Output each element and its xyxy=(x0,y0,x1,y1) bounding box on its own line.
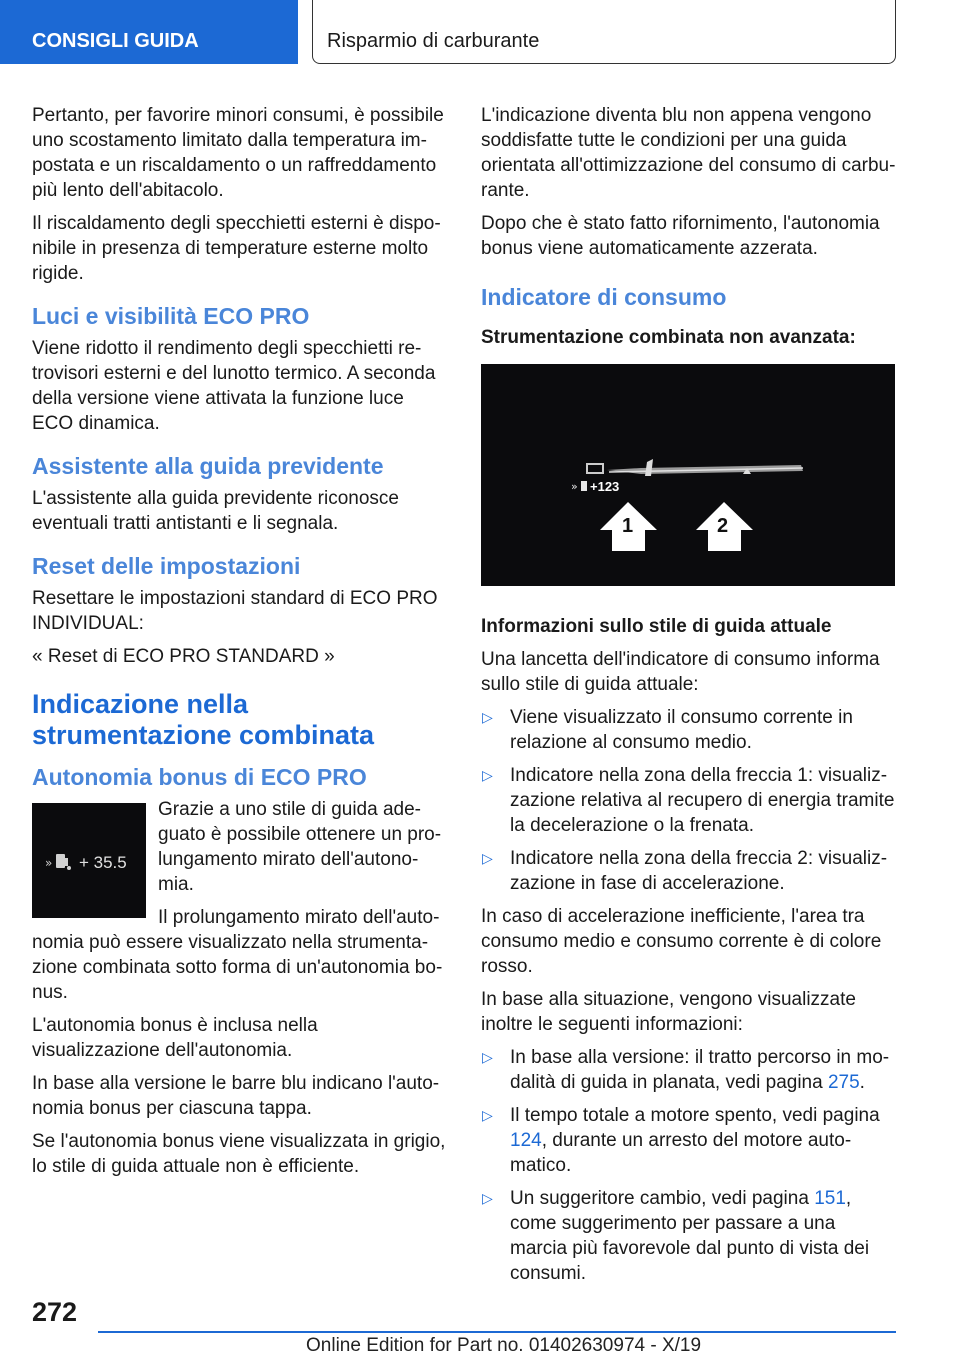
arrow-1 xyxy=(600,502,657,551)
left-column xyxy=(32,103,447,1187)
svg-text:»: » xyxy=(45,856,53,870)
paragraph: Grazie a uno stile di guida adeguato è possibile ottenere un prolungamento mirato dell'autonomia. xyxy=(158,799,442,895)
paragraph: Pertanto, per favorire minori consumi, è possibile uno scostamento limitato dalla temperatura impostata e un riscaldamento o un raffreddamento più lento dell'abitacolo. xyxy=(32,105,444,201)
svg-text:»: » xyxy=(571,480,578,493)
section-tab: CONSIGLI GUIDA xyxy=(0,0,298,64)
footer-divider xyxy=(98,1331,896,1333)
svg-text:1: 1 xyxy=(622,515,634,537)
paragraph: In caso di accelerazione inefficiente, l'area tra consumo medio e consumo corrente è di colore rosso. xyxy=(481,906,882,977)
subheading-strumentazione: Strumentazione combinata non avanzata: xyxy=(481,327,856,348)
list-item: ▷ Indicatore nella zona della freccia 1: visualizzazione relativa al recupero di energia tramite la decelerazione o la frenata. xyxy=(482,765,895,836)
heading-luci: Luci e visibilità ECO PRO xyxy=(32,303,310,329)
paragraph: In base alla versione le barre blu indicano l'autonomia bonus per ciascuna tappa. xyxy=(32,1073,440,1119)
heading-indicatore-consumo: Indicatore di consumo xyxy=(481,284,727,310)
list-item: ▷ Un suggeritore cambio, vedi pagina 151, come suggerimento per passare a una marcia più favorevole dal punto di vista dei consumi. xyxy=(482,1188,870,1284)
paragraph: Viene ridotto il rendimento degli specchietti retrovisori esterni e del lunotto termico. A seconda della versione viene attivata la funzione luce ECO dinamica. xyxy=(32,338,436,434)
consumption-gauge-image xyxy=(481,364,895,586)
subheading-info: Informazioni sullo stile di guida attuale xyxy=(481,616,832,637)
paragraph: Una lancetta dell'indicatore di consumo informa sullo stile di guida attuale: xyxy=(481,649,880,695)
arrow-2 xyxy=(696,502,753,551)
footer-edition: Online Edition for Part no. 01402630974 - X/19 xyxy=(306,1335,702,1356)
page-title: Risparmio di carburante xyxy=(312,0,896,64)
paragraph: Se l'autonomia bonus viene visualizzata in grigio, lo stile di guida attuale non è efficiente. xyxy=(32,1131,446,1177)
paragraph: L'indicazione diventa blu non appena vengono soddisfatte tutte le condizioni per una guida orientata all'ottimizzazione del consumo di carburante. xyxy=(481,105,896,201)
bonus-range-value: + 35.5 xyxy=(79,853,127,872)
page-number: 272 xyxy=(32,1297,78,1327)
triangle-bullet-icon: ▷ xyxy=(482,767,493,783)
heading-indicazione: Indicazione nella strumentazione combinata xyxy=(32,689,375,750)
fuel-pump-icon xyxy=(581,481,587,491)
triangle-bullet-icon: ▷ xyxy=(482,850,493,866)
page-link-275[interactable]: 275 xyxy=(827,1072,860,1093)
right-column xyxy=(481,103,896,1294)
paragraph: L'autonomia bonus è inclusa nella visualizzazione dell'autonomia. xyxy=(32,1015,318,1061)
battery-icon xyxy=(587,464,603,473)
list-item: ▷ Viene visualizzato il consumo corrente in relazione al consumo medio. xyxy=(482,707,853,753)
heading-autonomia-bonus: Autonomia bonus di ECO PRO xyxy=(32,764,367,790)
paragraph: Dopo che è stato fatto rifornimento, l'autonomia bonus viene automaticamente azzerata. xyxy=(481,213,880,259)
paragraph: L'assistente alla guida previdente riconosce eventuali tratti antistanti e li segnala. xyxy=(32,488,399,534)
paragraph: Resettare le impostazioni standard di ECO PRO INDIVIDUAL: xyxy=(32,588,438,634)
paragraph: Il riscaldamento degli specchietti esterni è disponibile in presenza di temperature esterne molto rigide. xyxy=(32,213,441,284)
list-item: ▷ Indicatore nella zona della freccia 2: visualizzazione in fase di accelerazione. xyxy=(482,848,888,894)
heading-assistente: Assistente alla guida previdente xyxy=(32,453,384,479)
menu-path: « Reset di ECO PRO STANDARD » xyxy=(32,646,335,667)
page-link-124[interactable]: 124 xyxy=(510,1130,542,1151)
list-item: ▷ Il tempo totale a motore spento, vedi pagina 124, durante un arresto del motore automatico. xyxy=(482,1105,880,1176)
paragraph: In base alla situazione, vengono visualizzate inoltre le seguenti informazioni: xyxy=(481,989,856,1035)
triangle-bullet-icon: ▷ xyxy=(482,1107,493,1123)
paragraph: Il prolungamento mirato dell'autonomia può essere visualizzato nella strumentazione combinata sotto forma di un'autonomia bonus. xyxy=(32,907,443,1003)
triangle-bullet-icon: ▷ xyxy=(482,1190,493,1206)
consumption-display-value: +123 xyxy=(590,479,620,494)
heading-reset: Reset delle impostazioni xyxy=(32,553,301,579)
page-link-151[interactable]: 151 xyxy=(814,1188,846,1209)
fuel-pump-icon xyxy=(56,854,71,870)
svg-text:2: 2 xyxy=(717,515,729,537)
triangle-bullet-icon: ▷ xyxy=(482,709,493,725)
triangle-bullet-icon: ▷ xyxy=(482,1049,493,1065)
bonus-range-display-image xyxy=(32,803,146,918)
list-item: ▷ In base alla versione: il tratto percorso in modalità di guida in planata, vedi pagina 275. xyxy=(482,1047,890,1093)
